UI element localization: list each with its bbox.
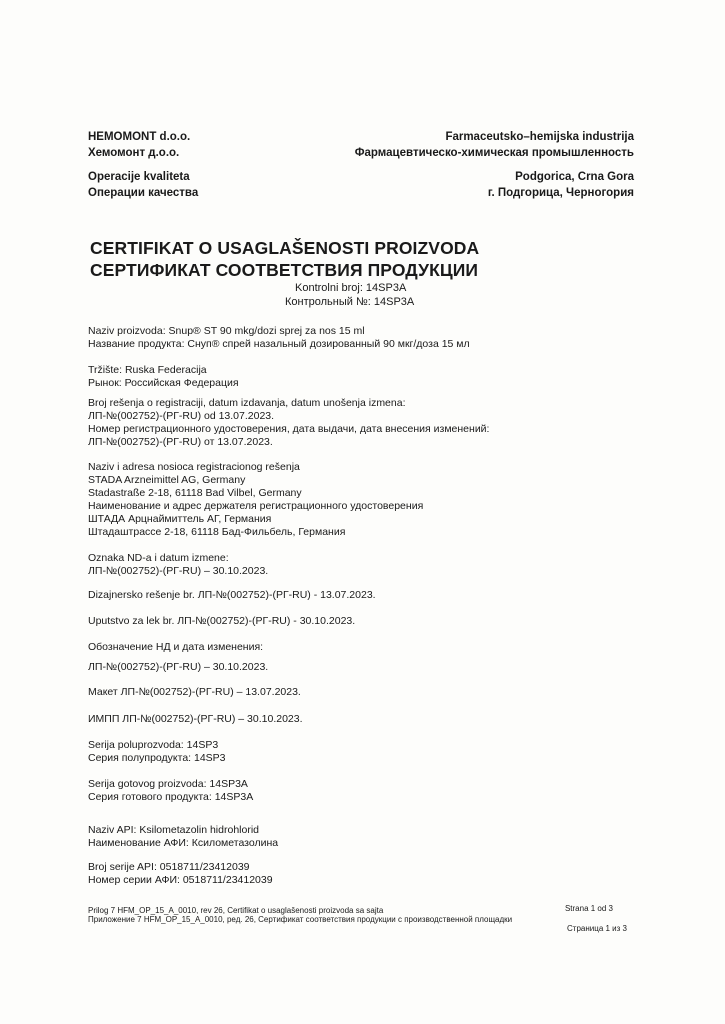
city-cyrillic: г. Подгорица, Черногория [487,187,634,199]
design-solution-latin: Dizajnersko rešenje br. ЛП-№(002752)-(РГ-RU) - 13.07.2023. [88,589,376,601]
holder-address-latin: Stadastraße 2-18, 61118 Bad Vilbel, Germany [88,487,302,499]
market-cyrillic: Рынок: Российская Федерация [88,377,239,389]
registration-label-cyrillic: Номер регистрационного удостоверения, дата выдачи, дата внесения изменений: [88,423,490,435]
product-name-cyrillic: Название продукта: Снуп® спрей назальный дозированный 90 мкг/доза 15 мл [88,338,470,350]
title-latin: CERTIFIKAT O USAGLAŠENOSTI PROIZVODA [90,238,480,258]
nd-label-cyrillic: Обозначение НД и дата изменения: [88,641,264,653]
footer-line-latin: Prilog 7 HFM_OP_15_A_0010, rev 26, Certifikat o usaglašenosti proizvoda sa sajta [88,906,384,915]
registration-value-cyrillic: ЛП-№(002752)-(РГ-RU) от 13.07.2023. [88,436,273,448]
impp-cyrillic: ИМПП ЛП-№(002752)-(РГ-RU) – 30.10.2023. [88,713,303,725]
control-number-cyrillic: Контрольный №: 14SP3A [285,296,415,308]
api-name-cyrillic: Наименование АФИ: Ксилометазолина [88,837,279,849]
product-name-latin: Naziv proizvoda: Snup® ST 90 mkg/dozi sprej za nos 15 ml [88,325,365,337]
control-number-latin: Kontrolni broj: 14SP3A [295,282,407,294]
title-cyrillic: СЕРТИФИКАТ СООТВЕТСТВИЯ ПРОДУКЦИИ [90,260,479,280]
semi-product-batch-latin: Serija poluprozvoda: 14SP3 [88,739,219,751]
registration-label-latin: Broj rešenja o registraciji, datum izdavanja, datum unošenja izmena: [88,397,406,409]
api-name-latin: Naziv API: Ksilometazolin hidrohlorid [88,824,259,836]
department-cyrillic: Операции качества [88,187,199,199]
nd-value-latin: ЛП-№(002752)-(РГ-RU) – 30.10.2023. [88,565,269,577]
nd-label-latin: Oznaka ND-a i datum izmene: [88,552,229,564]
city-latin: Podgorica, Crna Gora [515,171,634,183]
holder-label-cyrillic: Наименование и адрес держателя регистрационного удостоверения [88,500,424,512]
holder-label-latin: Naziv i adresa nosioca registracionog rešenja [88,461,300,473]
company-name-latin: HEMOMONT d.o.o. [88,131,191,143]
semi-product-batch-cyrillic: Серия полупродукта: 14SP3 [88,752,226,764]
maket-cyrillic: Макет ЛП-№(002752)-(РГ-RU) – 13.07.2023. [88,686,301,698]
holder-name-cyrillic: ШТАДА Арцнаймиттель АГ, Германия [88,513,272,525]
page-number-cyrillic: Страница 1 из 3 [567,924,627,933]
industry-latin: Farmaceutsko–hemijska industrija [445,131,634,143]
api-batch-cyrillic: Номер серии АФИ: 0518711/23412039 [88,874,273,886]
api-batch-latin: Broj serije API: 0518711/23412039 [88,861,250,873]
finished-product-batch-cyrillic: Серия готового продукта: 14SP3A [88,791,254,803]
leaflet-latin: Uputstvo za lek br. ЛП-№(002752)-(РГ-RU) - 30.10.2023. [88,615,356,627]
finished-product-batch-latin: Serija gotovog proizvoda: 14SP3A [88,778,248,790]
nd-value-cyrillic: ЛП-№(002752)-(РГ-RU) – 30.10.2023. [88,661,269,673]
holder-name-latin: STADA Arzneimittel AG, Germany [88,474,246,486]
footer-line-cyrillic: Приложение 7 HFM_OP_15_A_0010, ред. 26, Сертификат соответствия продукции с производственной площадки [88,915,513,924]
page-number-latin: Strana 1 od 3 [564,904,613,913]
company-name-cyrillic: Хемомонт д.о.о. [88,147,180,159]
holder-address-cyrillic: Штадаштрассе 2-18, 61118 Бад-Фильбель, Германия [88,526,346,538]
registration-value-latin: ЛП-№(002752)-(РГ-RU) od 13.07.2023. [88,410,275,422]
department-latin: Operacije kvaliteta [88,171,190,183]
market-latin: Tržište: Ruska Federacija [88,364,207,376]
industry-cyrillic: Фармацевтическо-химическая промышленность [354,147,634,159]
